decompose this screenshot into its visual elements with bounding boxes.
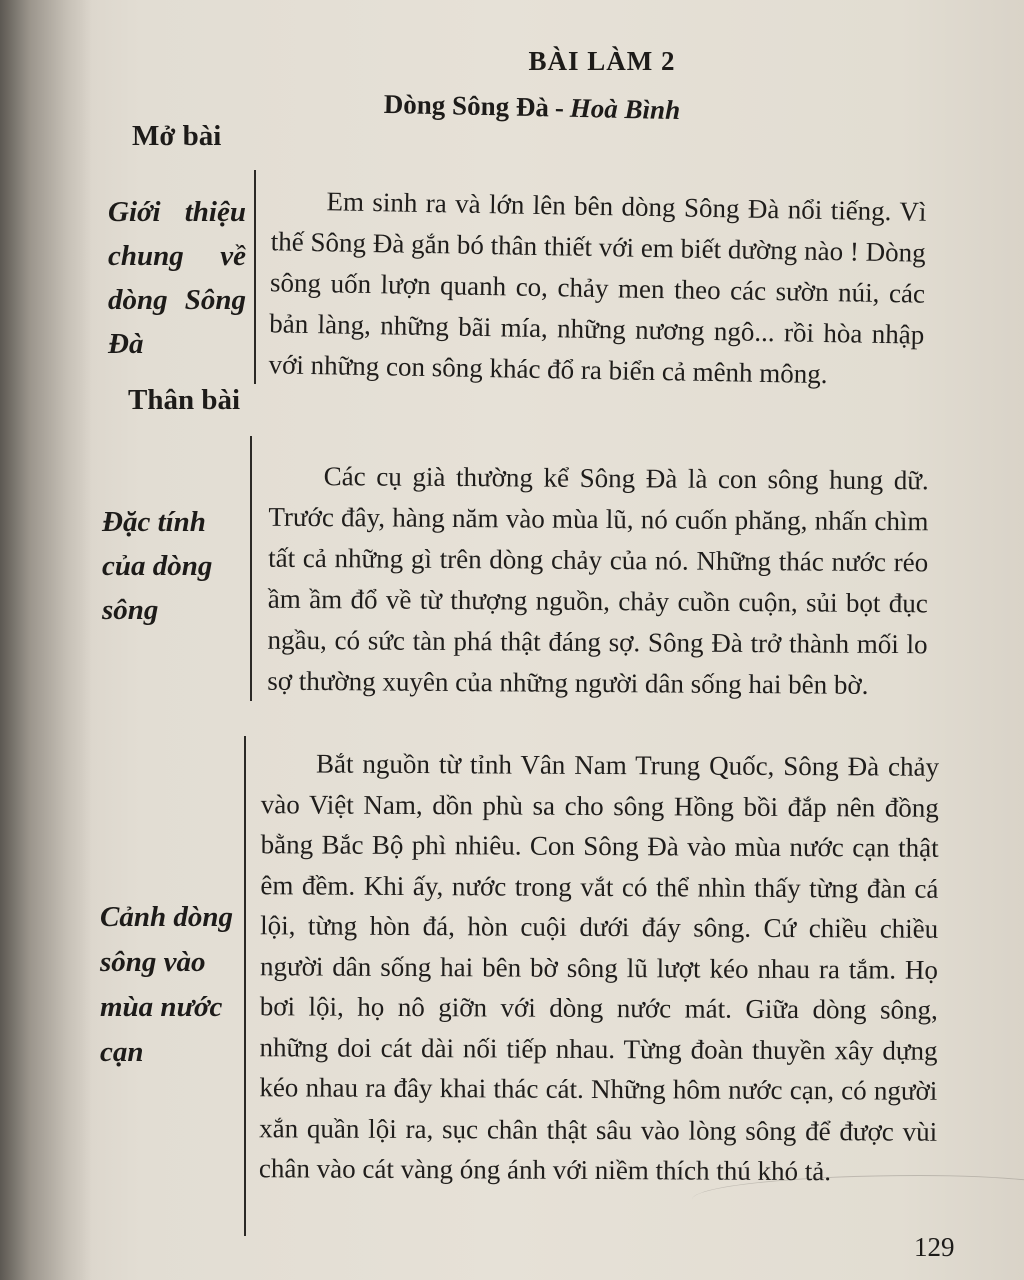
side-note-characteristics: Đặc tính của dòng sông	[102, 506, 213, 626]
subtitle-place: Hoà Bình	[569, 92, 681, 126]
subtitle-separator: -	[554, 92, 565, 123]
paragraph-1: Em sinh ra và lớn lên bên dòng Sông Đà nổi tiếng. Vì thế Sông Đà gắn bó thân thiết với em biết dường nào ! Dòng sông uốn lượn quanh co, chảy men theo các sườn núi, các bản làng, những bãi mía, những nương ngô... rồi hòa nhập với những con sông khác đổ ra biển cả mênh mông.	[268, 186, 927, 390]
book-gutter	[0, 0, 92, 1280]
book-page	[92, 0, 1024, 1280]
essay-subtitle	[362, 88, 703, 126]
page-number: 129	[914, 1232, 955, 1262]
side-note-introduction: Giới thiệu chung về dòng Sông Đà	[108, 196, 246, 360]
subtitle-title: Dòng Sông Đà	[383, 88, 550, 123]
section-label-body: Thân bài	[128, 384, 241, 416]
side-note-dry-season: Cảnh dòng sông vào mùa nước cạn	[100, 901, 233, 1068]
paragraph-2: Các cụ già thường kể Sông Đà là con sông hung dữ. Trước đây, hàng năm vào mùa lũ, nó cuốn phăng, nhấn chìm tất cả những gì trên dòng chảy của nó. Những thác nước réo ầm ầm đổ về từ thượng nguồn, chảy cuồn cuộn, sủi bọt đục ngầu, có sức tàn phá thật đáng sợ. Sông Đà trở thành mối lo sợ thường xuyên của những người dân sống hai bên bờ.	[267, 461, 929, 700]
essay-heading: BÀI LÀM 2	[528, 46, 676, 76]
paragraph-3: Bắt nguồn từ tỉnh Vân Nam Trung Quốc, Sông Đà chảy vào Việt Nam, dồn phù sa cho sông Hồng bồi đắp nên đồng bằng Bắc Bộ phì nhiêu. Con Sông Đà vào mùa nước cạn thật êm đềm. Khi ấy, nước trong vắt có thể nhìn thấy từng đàn cá lội, từng hòn đá, hòn cuội dưới đáy sông. Cứ chiều chiều người dân sống hai bên bờ sông lũ lượt kéo nhau ra tắm. Họ bơi lội, họ nô giỡn với dòng nước mát. Giữa dòng sông, những doi cát dài nối tiếp nhau. Từng đoàn thuyền xây dựng kéo nhau ra đây khai thác cát. Những hôm nước cạn, có người xắn quần lội ra, sục chân thật sâu vào lòng sông để được vùi chân vào cát vàng óng ánh với niềm thích thú khó tả.	[258, 748, 940, 1187]
section-label-intro: Mở bài	[132, 120, 222, 152]
margin-rule-2	[250, 436, 252, 701]
margin-rule-1	[254, 170, 256, 384]
margin-rule-3	[244, 736, 246, 1236]
